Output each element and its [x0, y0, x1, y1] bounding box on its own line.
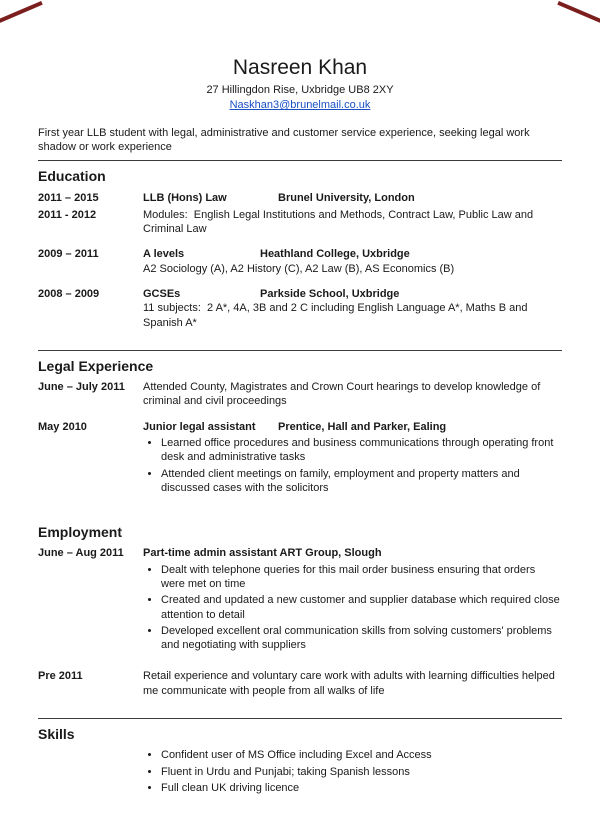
employment-heading: Employment — [38, 524, 123, 541]
bullet-item: • Dealt with telephone queries for this mail order business ensuring that orders were met on time — [161, 563, 562, 592]
employment-entry-admin — [38, 546, 562, 658]
entry-date: June – July 2011 — [38, 381, 125, 394]
entry-institution: Heathland College, Uxbridge — [260, 248, 410, 261]
entry-date: 2011 - 2012 — [38, 208, 97, 221]
section-legal-experience — [38, 357, 562, 501]
spacer — [38, 334, 562, 344]
bullet-item: • Developed excellent oral communication skills from solving customers' problems and negotiating with suppliers — [161, 624, 562, 653]
entry-institution: Prentice, Hall and Parker, Ealing — [278, 420, 447, 433]
bullet-list — [143, 563, 562, 653]
employment-entry-pre2011 — [38, 669, 562, 698]
entry-title: Part-time admin assistant ART Group, Slough — [143, 547, 382, 560]
bullet-item: • Learned office procedures and business communications through operating front desk and administrative tasks — [161, 436, 562, 465]
spacer — [38, 702, 562, 712]
education-entry-modules — [38, 208, 562, 237]
section-divider-skills — [38, 718, 562, 719]
legal-entry-courts — [38, 380, 562, 409]
section-skills — [38, 725, 562, 795]
entry-title-line — [143, 247, 562, 261]
skills-bullet-list — [143, 748, 562, 795]
section-employment — [38, 523, 562, 698]
bullet-item: • Confident user of MS Office including Excel and Access — [161, 748, 562, 762]
entry-date: 2011 – 2015 — [38, 191, 99, 204]
bullet-item: • Attended client meetings on family, employment and property matters and discussed cases with the solicitors — [161, 467, 562, 496]
entry-title-line — [143, 546, 562, 560]
bullet-list — [143, 436, 562, 495]
entry-text: Modules: English Legal Institutions and Methods, Contract Law, Public Law and Criminal Law — [143, 208, 537, 236]
entry-date: 2008 – 2009 — [38, 288, 100, 300]
candidate-name: Nasreen Khan — [232, 56, 368, 79]
entry-content — [143, 546, 562, 658]
entry-title: A levels — [143, 248, 185, 261]
summary-text: First year LLB student with legal, administrative and customer service experience, seeking legal work shadow or work experience — [38, 126, 530, 154]
section-divider-legal — [38, 350, 562, 351]
entry-date: May 2010 — [38, 420, 87, 433]
entry-content — [143, 420, 562, 501]
education-entry-alevels — [38, 247, 562, 276]
entry-title: LLB (Hons) Law — [143, 191, 227, 204]
entry-title: GCSEs — [143, 288, 181, 300]
entry-date: Pre 2011 — [38, 670, 83, 683]
entry-title-line — [143, 287, 562, 301]
entry-institution: Brunel University, London — [278, 191, 415, 204]
bullet-item: • Fluent in Urdu and Punjabi; taking Spanish lessons — [161, 765, 562, 779]
education-heading: Education — [38, 168, 106, 185]
education-entry-gcses — [38, 287, 562, 330]
candidate-address: 27 Hillingdon Rise, Uxbridge UB8 2XY — [206, 84, 394, 97]
education-entry-degree — [38, 191, 562, 205]
entry-date: June – Aug 2011 — [38, 547, 124, 560]
email-link[interactable]: Naskhan3@brunelmail.co.uk — [229, 99, 371, 112]
section-education — [38, 167, 562, 330]
entry-date: 2009 – 2011 — [38, 248, 99, 261]
entry-title-line — [143, 420, 562, 434]
entry-content — [143, 287, 562, 330]
entry-title-line — [143, 191, 562, 205]
section-divider-summary — [38, 160, 562, 161]
legal-experience-heading: Legal Experience — [38, 357, 154, 374]
bullet-item: • Full clean UK driving licence — [161, 781, 562, 795]
entry-content — [143, 247, 562, 276]
entry-text: A2 Sociology (A), A2 History (C), A2 Law (B), AS Economics (B) — [143, 262, 455, 275]
entry-text: 11 subjects: 2 A*, 4A, 3B and 2 C including English Language A*, Maths B and Spanish A* — [143, 302, 531, 329]
bullet-item: • Created and updated a new customer and supplier database which required close attention to detail — [161, 593, 562, 622]
entry-text: Attended County, Magistrates and Crown Court hearings to develop knowledge of criminal and civil proceedings — [143, 381, 544, 408]
entry-text: Retail experience and voluntary care work with adults with learning difficulties helped me communicate with people from all walks of life — [143, 670, 558, 697]
entry-title: Junior legal assistant — [143, 420, 256, 433]
skills-heading: Skills — [38, 726, 75, 743]
spacer — [38, 505, 562, 517]
email-row — [38, 98, 562, 112]
entry-institution: Parkside School, Uxbridge — [260, 288, 400, 300]
legal-entry-assistant — [38, 420, 562, 501]
resume-header — [38, 56, 562, 113]
